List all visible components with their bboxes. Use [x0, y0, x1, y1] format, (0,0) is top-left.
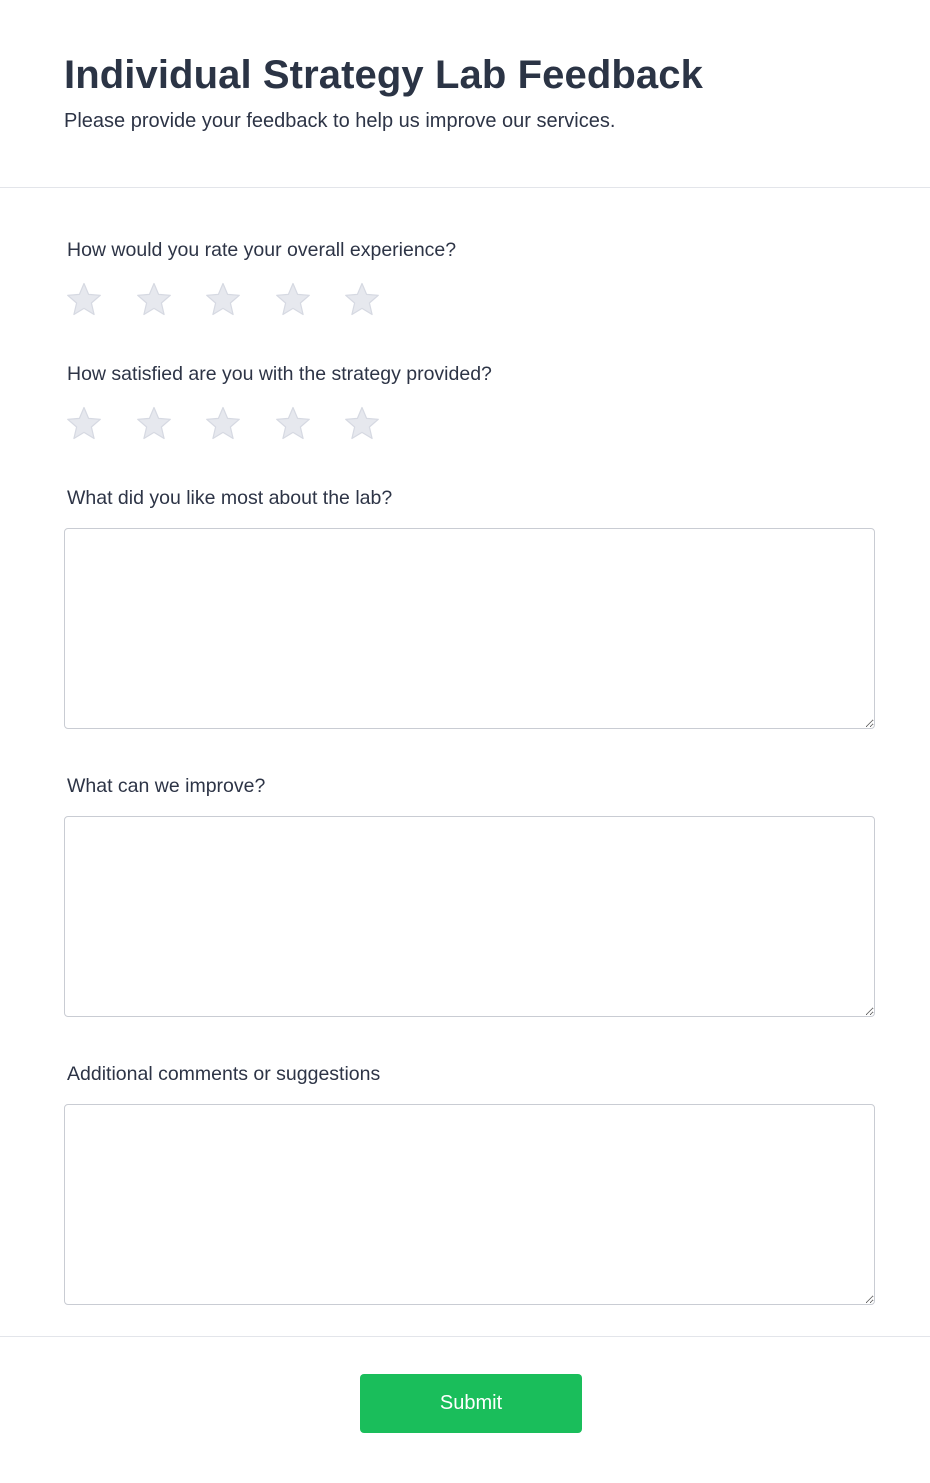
star-icon[interactable] — [342, 280, 382, 320]
star-icon[interactable] — [203, 280, 243, 320]
star-icon[interactable] — [203, 404, 243, 444]
submit-button[interactable]: Submit — [360, 1374, 582, 1433]
overall-experience-question: How would you rate your overall experience? — [67, 239, 457, 261]
improve-textarea[interactable] — [64, 816, 875, 1017]
form-subtitle: Please provide your feedback to help us improve our services. — [64, 110, 616, 132]
form-title: Individual Strategy Lab Feedback — [64, 53, 703, 97]
star-icon[interactable] — [134, 404, 174, 444]
form-header — [0, 0, 930, 188]
overall-experience-rating — [64, 280, 412, 320]
improve-question: What can we improve? — [67, 775, 266, 797]
strategy-satisfaction-question: How satisfied are you with the strategy provided? — [67, 363, 492, 385]
star-icon[interactable] — [273, 404, 313, 444]
liked-most-textarea[interactable] — [64, 528, 875, 729]
additional-comments-textarea[interactable] — [64, 1104, 875, 1305]
additional-comments-question: Additional comments or suggestions — [67, 1063, 381, 1085]
star-icon[interactable] — [64, 404, 104, 444]
star-icon[interactable] — [342, 404, 382, 444]
star-icon[interactable] — [273, 280, 313, 320]
strategy-satisfaction-rating — [64, 404, 412, 444]
star-icon[interactable] — [64, 280, 104, 320]
star-icon[interactable] — [134, 280, 174, 320]
liked-most-question: What did you like most about the lab? — [67, 487, 393, 509]
